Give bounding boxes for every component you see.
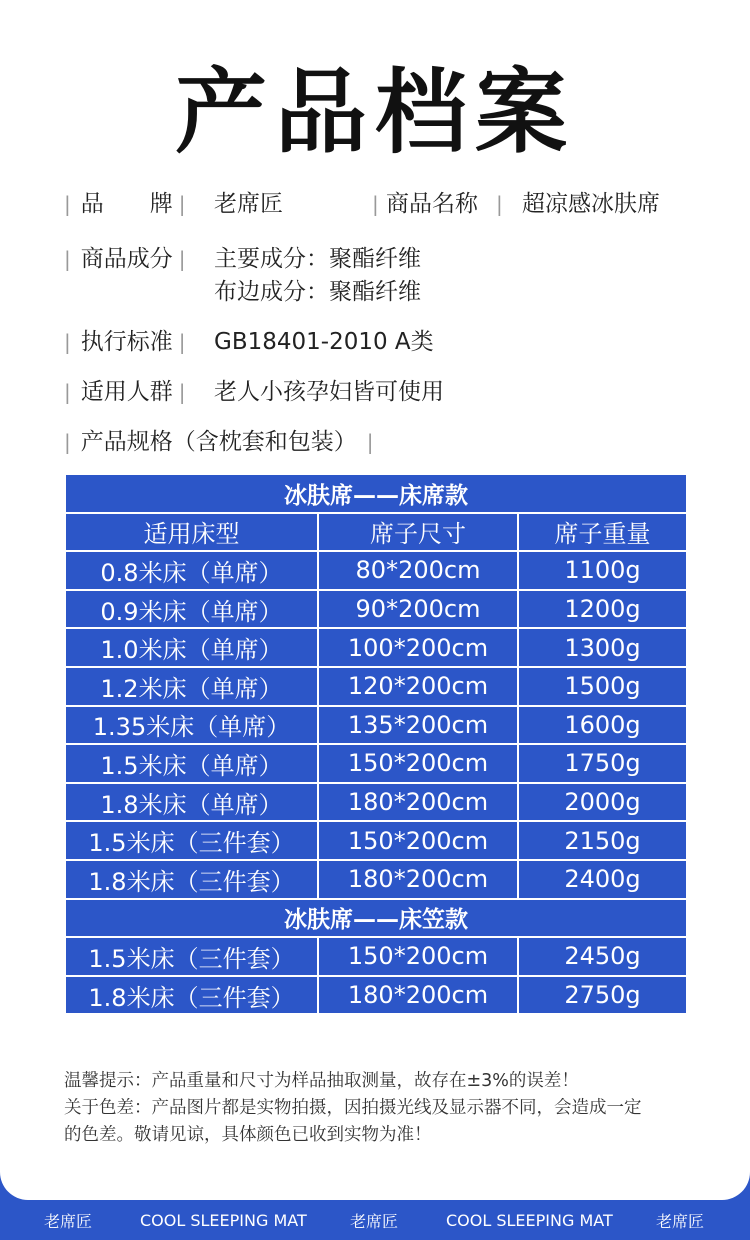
bed-type-cell: 1.8米床（单席） xyxy=(65,783,318,822)
spec-table xyxy=(64,473,688,1015)
users-label: 适用人群 xyxy=(80,379,173,405)
bed-type-cell: 1.5米床（三件套） xyxy=(65,821,318,860)
section-title: 冰肤席——床席款 xyxy=(65,474,687,513)
divider: | xyxy=(64,430,71,454)
bed-type-cell: 1.35米床（单席） xyxy=(65,706,318,745)
table-row xyxy=(65,783,687,822)
divider: | xyxy=(64,380,71,404)
weight-cell: 1300g xyxy=(518,628,687,667)
material-edge: 布边成分：聚酯纤维 xyxy=(214,279,421,305)
product-name-value: 超凉感冰肤席 xyxy=(522,191,660,217)
spec-row xyxy=(64,426,374,459)
color-note: 关于色差：产品图片都是实物拍摄，因拍摄光线及显示器不同，会造成一定 xyxy=(64,1098,642,1118)
footer-brand: 老席匠 xyxy=(656,1211,705,1231)
size-cell: 180*200cm xyxy=(318,783,518,822)
size-cell: 150*200cm xyxy=(318,937,518,976)
weight-cell: 1100g xyxy=(518,551,687,590)
section-row xyxy=(65,899,687,938)
material-row xyxy=(64,243,421,305)
size-cell: 150*200cm xyxy=(318,821,518,860)
bed-type-cell: 0.9米床（单席） xyxy=(65,590,318,629)
weight-cell: 1750g xyxy=(518,744,687,783)
section-title: 冰肤席——床笠款 xyxy=(65,899,687,938)
table-row xyxy=(65,937,687,976)
bed-type-cell: 1.8米床（三件套） xyxy=(65,860,318,899)
size-cell: 90*200cm xyxy=(318,590,518,629)
bed-type-cell: 0.8米床（单席） xyxy=(65,551,318,590)
page-title: 产品档案 xyxy=(174,59,575,166)
brand-value: 老席匠 xyxy=(214,191,283,217)
users-value: 老人小孩孕妇皆可使用 xyxy=(214,379,444,405)
size-cell: 120*200cm xyxy=(318,667,518,706)
size-cell: 135*200cm xyxy=(318,706,518,745)
divider: | xyxy=(372,192,379,216)
table-row xyxy=(65,551,687,590)
bed-type-cell: 1.5米床（单席） xyxy=(65,744,318,783)
size-cell: 180*200cm xyxy=(318,976,518,1015)
footer-slogan: COOL SLEEPING MAT xyxy=(140,1210,307,1230)
header-row xyxy=(65,513,687,552)
size-cell: 席子尺寸 xyxy=(318,513,518,552)
users-row xyxy=(64,376,444,409)
size-cell: 100*200cm xyxy=(318,628,518,667)
color-note-cont: 的色差。敬请见谅，具体颜色已收到实物为准！ xyxy=(64,1125,432,1145)
divider: | xyxy=(178,380,186,404)
divider: | xyxy=(64,192,71,216)
weight-cell: 2400g xyxy=(518,860,687,899)
size-cell: 80*200cm xyxy=(318,551,518,590)
material-main: 主要成分：聚酯纤维 xyxy=(214,246,421,272)
bed-type-cell: 1.2米床（单席） xyxy=(65,667,318,706)
footer-brand: 老席匠 xyxy=(350,1211,399,1231)
standard-label: 执行标准 xyxy=(80,329,173,355)
notes xyxy=(64,1068,694,1149)
divider: | xyxy=(178,330,186,354)
table-row xyxy=(65,667,687,706)
standard-row xyxy=(64,326,434,359)
size-cell: 150*200cm xyxy=(318,744,518,783)
brand-row xyxy=(64,188,660,221)
divider: | xyxy=(366,430,374,454)
divider: | xyxy=(178,247,186,271)
table-row xyxy=(65,744,687,783)
weight-cell: 1200g xyxy=(518,590,687,629)
bed-type-cell: 1.0米床（单席） xyxy=(65,628,318,667)
footer-slogan: COOL SLEEPING MAT xyxy=(446,1210,613,1230)
weight-note: 温馨提示：产品重量和尺寸为样品抽取测量，故存在±3%的误差！ xyxy=(64,1071,579,1091)
weight-cell: 席子重量 xyxy=(518,513,687,552)
divider: | xyxy=(496,192,503,216)
footer-bar xyxy=(0,1200,750,1240)
weight-cell: 2000g xyxy=(518,783,687,822)
weight-cell: 1600g xyxy=(518,706,687,745)
table-row xyxy=(65,706,687,745)
table-row xyxy=(65,628,687,667)
footer-brand: 老席匠 xyxy=(44,1211,93,1231)
section-row xyxy=(65,474,687,513)
weight-cell: 2750g xyxy=(518,976,687,1015)
weight-cell: 2150g xyxy=(518,821,687,860)
size-cell: 180*200cm xyxy=(318,860,518,899)
table-row xyxy=(65,590,687,629)
bed-type-cell: 1.5米床（三件套） xyxy=(65,937,318,976)
table-row xyxy=(65,976,687,1015)
table-row xyxy=(65,860,687,899)
standard-value: GB18401-2010 A类 xyxy=(214,329,434,355)
divider: | xyxy=(64,247,71,271)
spec-label: 产品规格（含枕套和包装） xyxy=(80,429,357,455)
product-name-label: 商品名称 xyxy=(386,191,478,217)
bed-type-cell: 1.8米床（三件套） xyxy=(65,976,318,1015)
weight-cell: 2450g xyxy=(518,937,687,976)
divider: | xyxy=(178,192,186,216)
weight-cell: 1500g xyxy=(518,667,687,706)
divider: | xyxy=(64,330,71,354)
bed-type-cell: 适用床型 xyxy=(65,513,318,552)
brand-label: 品 牌 xyxy=(80,191,173,217)
material-label: 商品成分 xyxy=(80,246,173,272)
table-row xyxy=(65,821,687,860)
